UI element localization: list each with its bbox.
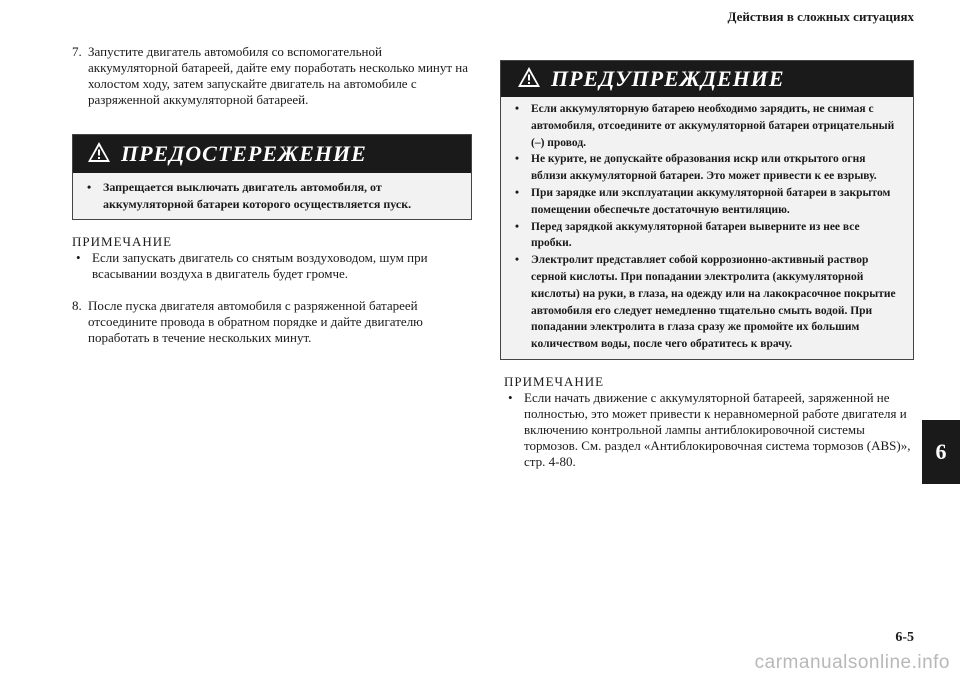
warning-triangle-icon	[517, 66, 541, 93]
note-title: ПРИМЕЧАНИЕ	[504, 373, 605, 389]
caution-body	[73, 173, 471, 219]
page-number: 6-5	[895, 630, 914, 645]
bullet-icon: •	[515, 186, 520, 199]
warning-body	[501, 97, 913, 359]
caution-header	[73, 135, 471, 173]
warning-item: • Перед зарядкой аккумуляторной батареи выверните из нее все пробки.	[515, 219, 903, 253]
watermark: carmanualsonline.info	[754, 652, 950, 673]
warning-box	[500, 60, 914, 360]
step-text: После пуска двигателя автомобиля с разряженной батареей отсоедините провода в обратном порядке и дайте двигателю поработать в течение нескольких минут.	[88, 298, 423, 345]
bullet-icon: •	[515, 254, 520, 267]
running-header: Действия в сложных ситуациях	[727, 9, 914, 24]
note-item: • Если начать движение с аккумуляторной батареей, заряженной не полностью, это может привести к неравномерной работе двигателя и включению контрольной лампы антиблокировочной системы тормозов. См. раздел «Антиблокировочная система тормозов (ABS)», стр. 4-80.	[508, 389, 911, 469]
warning-item: • При зарядке или эксплуатации аккумуляторной батареи в закрытом помещении обеспечьте достаточную вентиляцию.	[515, 185, 903, 219]
left-column	[72, 44, 472, 346]
warning-item: • Не курите, не допускайте образования искр или открытого огня вблизи аккумуляторной батареи. Это может привести к ее взрыву.	[515, 151, 903, 185]
warning-item: • Электролит представляет собой коррозионно-активный раствор серной кислоты. При попадании электролита (аккумуляторной кислоты) на руки, в глаза, на одежду или на лакокрасочное покрытие автомобиля его следует немедленно тщательно смыть водой. При попадании электролита в глаза сразу же промойте их большим количеством воды, после чего обратитесь к врачу.	[515, 252, 903, 353]
caution-item: • Запрещается выключать двигатель автомобиля, от аккумуляторной батареи которого осуществляется пуск.	[87, 180, 412, 211]
step-7	[72, 44, 472, 108]
note-1	[72, 234, 472, 282]
bullet-icon: •	[515, 103, 520, 115]
step-text: Запустите двигатель автомобиля со вспомогательной аккумуляторной батареей, дайте ему поработать несколько минут на холостом ходу, затем запускайте двигатель на автомобиле с разряженной аккумуляторной батареей.	[88, 44, 469, 107]
warning-item: • Если аккумуляторную батарею необходимо зарядить, не снимая с автомобиля, отсоедините от аккумуляторной батареи отрицательный (–) провод.	[515, 101, 903, 151]
bullet-icon: •	[515, 153, 520, 166]
step-number: 7.	[72, 44, 82, 59]
bullet-icon: •	[76, 250, 81, 265]
note-2	[500, 374, 914, 470]
warning-triangle-icon	[87, 141, 111, 168]
warning-header	[501, 61, 913, 97]
warning-title: ПРЕДУПРЕЖДЕНИЕ	[551, 66, 785, 91]
bullet-icon: •	[515, 220, 520, 233]
caution-box	[72, 134, 472, 220]
note-item: • Если запускать двигатель со снятым воздуховодом, шум при всасывании воздуха в двигатель будет громче.	[76, 250, 428, 281]
right-column	[500, 60, 914, 470]
step-number: 8.	[72, 298, 82, 313]
note-title: ПРИМЕЧАНИЕ	[72, 234, 173, 249]
chapter-tab: 6	[922, 420, 960, 484]
step-8	[72, 298, 472, 346]
caution-title: ПРЕДОСТЕРЕЖЕНИЕ	[121, 141, 367, 166]
bullet-icon: •	[87, 180, 92, 194]
bullet-icon: •	[508, 389, 513, 405]
